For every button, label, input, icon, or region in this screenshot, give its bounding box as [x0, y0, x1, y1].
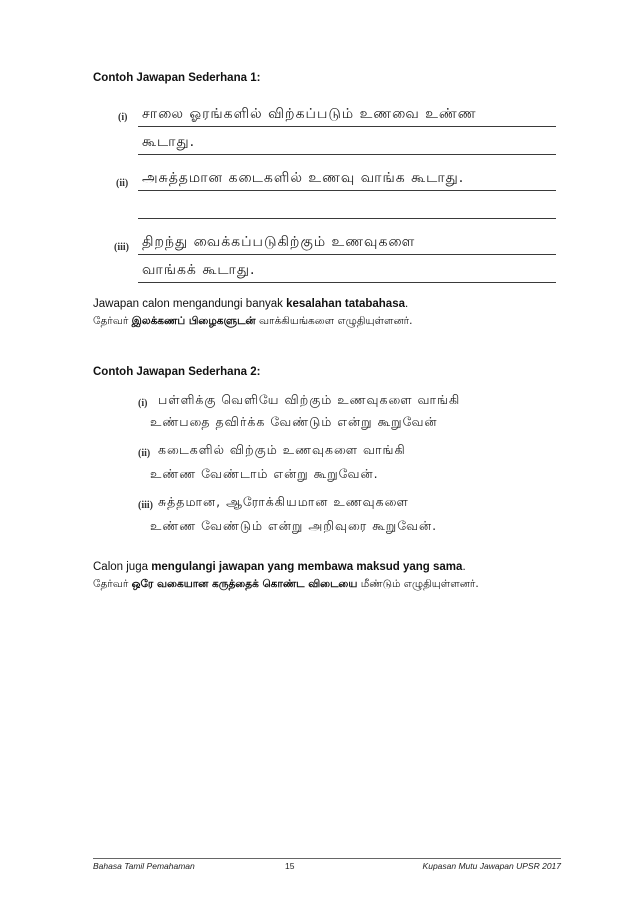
comment-tamil: தேர்வர் ஒரே வகையான கருத்தைக் கொண்ட விடையை மீண்டும் எழுதியுள்ளனர். — [93, 578, 479, 590]
handwritten-line: சாலை ஓரங்களில் விற்கப்படும் உணவை உண்ண — [142, 106, 477, 122]
answer-rule — [138, 126, 556, 127]
handwritten-answer-scan-2 — [132, 386, 562, 544]
answer-rule — [138, 218, 556, 219]
handwritten-line: உண்பதை தவிர்க்க வேண்டும் என்று கூறுவேன் — [150, 414, 438, 429]
answer-rule — [138, 282, 556, 283]
answer-rule — [138, 190, 556, 191]
emphasis-text: kesalahan tatabahasa — [286, 298, 405, 310]
handwritten-line: வாங்கக் கூடாது. — [142, 262, 256, 278]
emphasis-text: ஒரே வகையான கருத்தைக் கொண்ட விடையை — [131, 578, 358, 590]
handwritten-answer-scan-1 — [112, 104, 558, 292]
answer-rule — [138, 154, 556, 155]
comment-malay: Calon juga mengulangi jawapan yang membawa maksud yang sama. — [93, 561, 466, 573]
handwritten-line: கடைகளில் விற்கும் உணவுகளை வாங்கி — [158, 442, 406, 457]
emphasis-text: இலக்கணப் பிழைகளுடன் — [131, 315, 256, 327]
footer-publication: Kupasan Mutu Jawapan UPSR 2017 — [422, 861, 561, 871]
comment-tamil: தேர்வர் இலக்கணப் பிழைகளுடன் வாக்கியங்களை எழுதியுள்ளனர். — [93, 315, 413, 327]
question-number: (ii) — [116, 178, 129, 189]
comment-paragraph-1 — [93, 296, 412, 330]
question-number: (i) — [138, 398, 148, 409]
handwritten-line: அசுத்தமான கடைகளில் உணவு வாங்க கூடாது. — [142, 170, 465, 186]
heading-sample-2: Contoh Jawapan Sederhana 2: — [93, 366, 261, 378]
comment-malay: Jawapan calon mengandungi banyak kesalahan tatabahasa. — [93, 298, 409, 310]
emphasis-text: mengulangi jawapan yang membawa maksud yang sama — [151, 561, 463, 573]
question-number: (iii) — [114, 242, 129, 253]
handwritten-line: திறந்து வைக்கப்படுகிற்கும் உணவுகளை — [142, 234, 416, 250]
handwritten-line: பள்ளிக்கு வெளியே விற்கும் உணவுகளை வாங்கி — [158, 392, 461, 407]
comment-paragraph-2 — [93, 559, 479, 593]
footer-subject: Bahasa Tamil Pemahaman — [93, 861, 195, 871]
page-number: 15 — [285, 861, 295, 871]
question-number: (ii) — [138, 448, 151, 459]
handwritten-line: உண்ண வேண்டாம் என்று கூறுவேன். — [150, 466, 379, 481]
answer-rule — [138, 254, 556, 255]
handwritten-line: சுத்தமான, ஆரோக்கியமான உணவுகளை — [158, 494, 409, 509]
question-number: (i) — [118, 112, 128, 123]
heading-sample-1: Contoh Jawapan Sederhana 1: — [93, 72, 261, 84]
footer-divider — [93, 858, 561, 859]
question-number: (iii) — [138, 500, 153, 511]
handwritten-line: உண்ண வேண்டும் என்று அறிவுரை கூறுவேன். — [150, 518, 438, 533]
handwritten-line: கூடாது. — [142, 134, 196, 150]
